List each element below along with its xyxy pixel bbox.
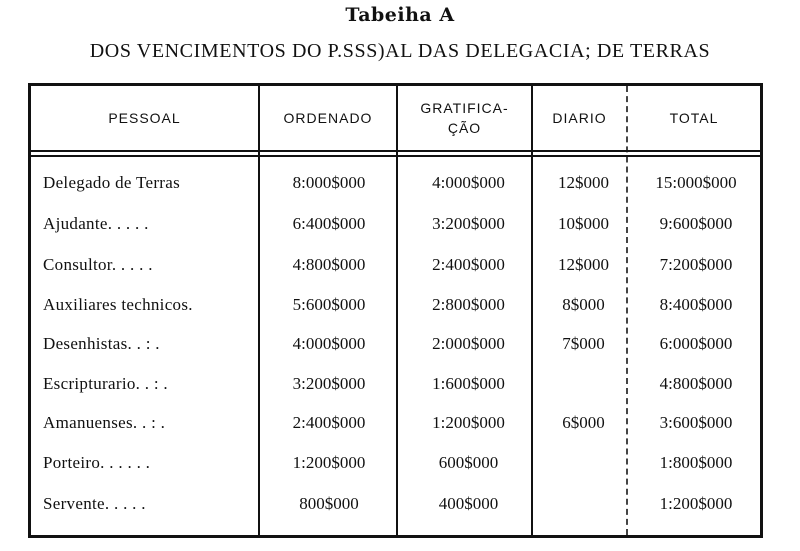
cell-pessoal: Consultor. . . . .	[43, 255, 153, 274]
cell-ordenado: 1:200$000	[292, 453, 366, 472]
cell-total: 1:800$000	[659, 453, 733, 472]
header-ordenado-label: ORDENADO	[283, 110, 373, 126]
cell-diario: 8$000	[562, 295, 605, 314]
table-row	[31, 443, 760, 483]
cell-pessoal: Servente. . . . .	[43, 494, 146, 513]
header-rule	[31, 150, 760, 152]
cell-pessoal: Escripturario. . : .	[43, 374, 168, 393]
table-row	[31, 285, 760, 325]
header-total	[628, 86, 760, 150]
cell-gratificacao: 400$000	[438, 494, 499, 513]
cell-diario	[536, 364, 631, 404]
cell-pessoal: Desenhistas. . : .	[43, 334, 160, 353]
cell-total: 7:200$000	[659, 255, 733, 274]
cell-ordenado: 4:000$000	[292, 334, 366, 353]
table-title: Tabeiha A	[345, 4, 455, 26]
cell-diario: 12$000	[558, 255, 609, 274]
cell-ordenado: 6:400$000	[292, 214, 366, 233]
table-row	[31, 324, 760, 364]
cell-total: 6:000$000	[659, 334, 733, 353]
cell-diario	[536, 484, 631, 524]
cell-pessoal: Delegado de Terras	[43, 173, 181, 192]
cell-total: 15:000$000	[655, 173, 737, 192]
cell-pessoal: Auxiliares technicos.	[43, 295, 193, 314]
cell-ordenado: 8:000$000	[292, 173, 366, 192]
table-subtitle: DOS VENCIMENTOS DO P.SSS)AL DAS DELEGACIA; DE TERRAS	[89, 40, 711, 62]
cell-diario: 6$000	[562, 413, 605, 432]
cell-gratificacao: 600$000	[438, 453, 499, 472]
cell-gratificacao: 2:400$000	[432, 255, 505, 274]
cell-gratificacao: 1:200$000	[432, 413, 505, 432]
cell-total: 4:800$000	[659, 374, 733, 393]
header-ordenado	[260, 86, 396, 150]
cell-pessoal: Amanuenses. . : .	[43, 413, 166, 432]
header-diario-label: DIARIO	[552, 110, 607, 126]
cell-ordenado: 2:400$000	[292, 413, 366, 432]
cell-pessoal: Ajudante. . . . .	[43, 214, 149, 233]
cell-pessoal: Porteiro. . . . . .	[43, 453, 151, 472]
cell-total: 9:600$000	[659, 214, 733, 233]
cell-diario: 12$000	[558, 173, 609, 192]
cell-ordenado: 4:800$000	[292, 255, 366, 274]
table-row	[31, 364, 760, 404]
header-pessoal	[31, 86, 258, 150]
table-row	[31, 403, 760, 443]
cell-gratificacao: 2:800$000	[432, 295, 505, 314]
cell-diario: 7$000	[562, 334, 605, 353]
header-gratificacao-label-line2: ÇÃO	[447, 120, 482, 136]
cell-gratificacao: 2:000$000	[432, 334, 505, 353]
cell-gratificacao: 3:200$000	[432, 214, 505, 233]
cell-total: 3:600$000	[659, 413, 733, 432]
header-total-label: TOTAL	[669, 110, 719, 126]
table-row	[31, 484, 760, 524]
header-gratificacao	[398, 86, 531, 150]
header-gratificacao-label-line1: GRATIFICA-	[420, 100, 509, 116]
header-rule	[31, 155, 760, 157]
salary-table	[28, 83, 763, 538]
cell-ordenado: 3:200$000	[292, 374, 366, 393]
table-row	[31, 204, 760, 244]
cell-diario	[536, 443, 631, 483]
table-row	[31, 245, 760, 285]
cell-diario: 10$000	[558, 214, 609, 233]
cell-gratificacao: 1:600$000	[432, 374, 505, 393]
cell-gratificacao: 4:000$000	[432, 173, 505, 192]
cell-ordenado: 800$000	[299, 494, 359, 513]
header-diario	[533, 86, 626, 150]
cell-ordenado: 5:600$000	[292, 295, 366, 314]
cell-total: 1:200$000	[659, 494, 733, 513]
cell-total: 8:400$000	[659, 295, 733, 314]
table-row	[31, 163, 760, 203]
header-pessoal-label: PESSOAL	[108, 110, 181, 126]
